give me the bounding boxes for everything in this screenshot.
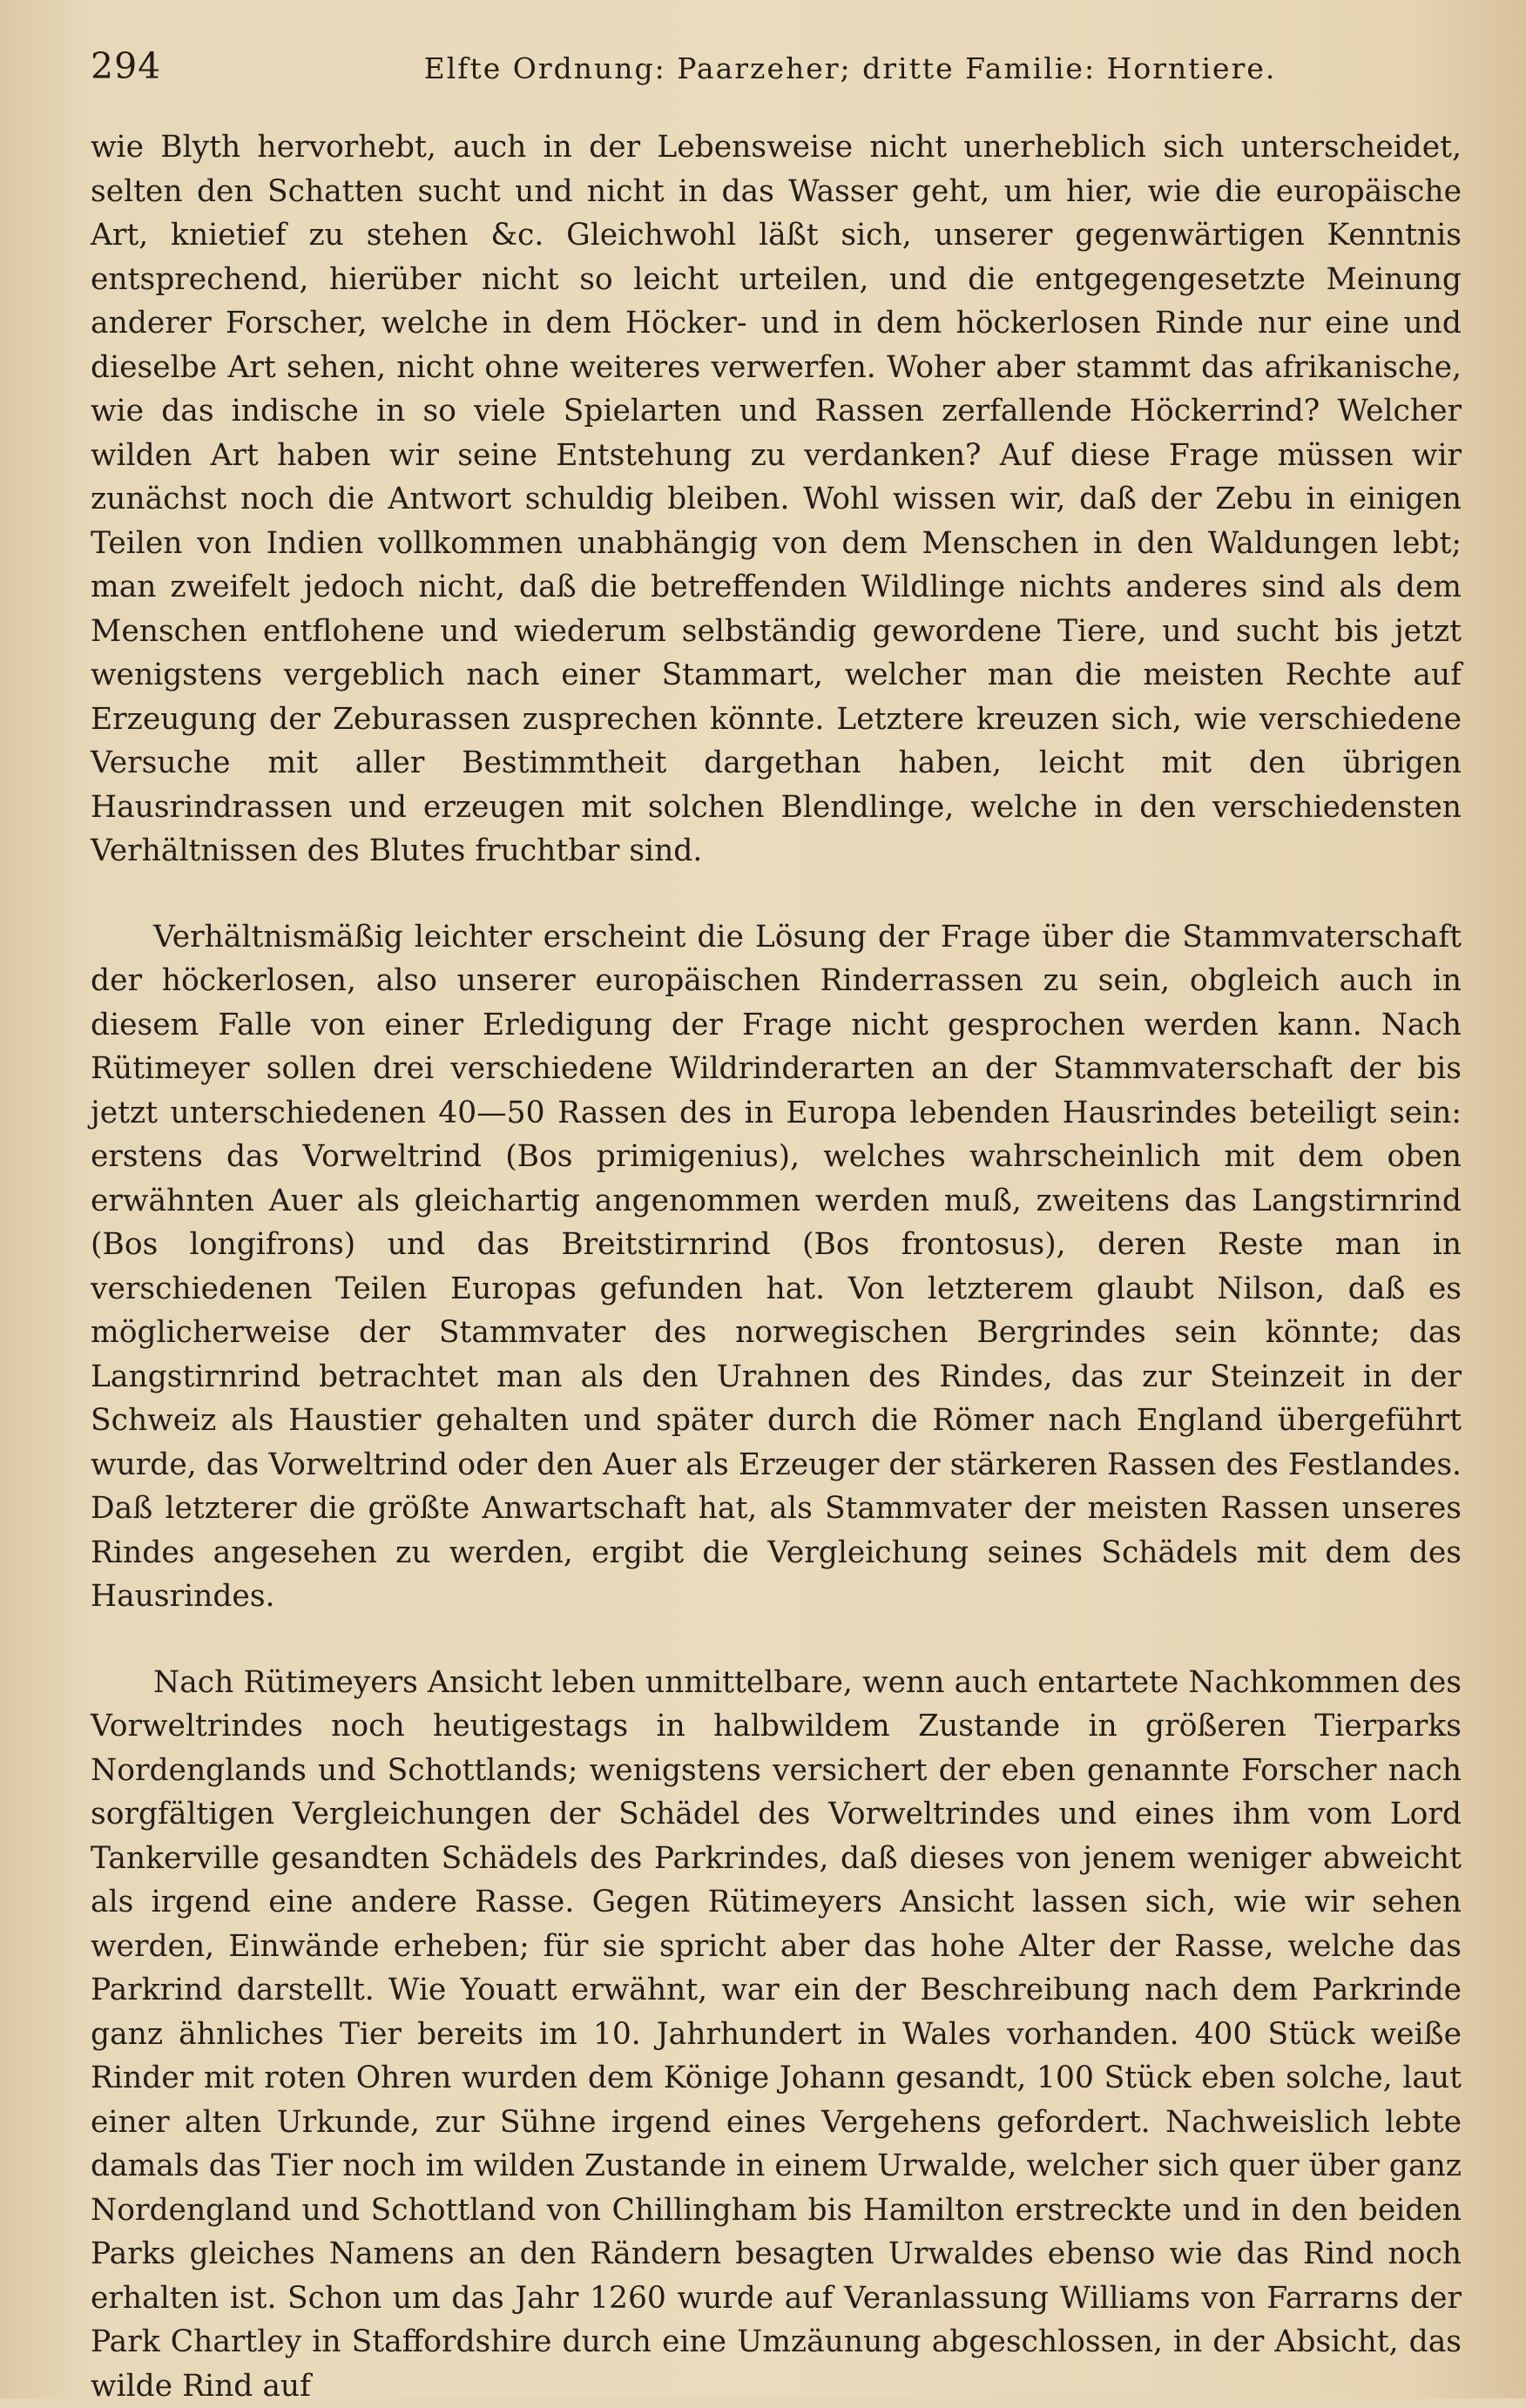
running-title: Elfte Ordnung: Paarzeher; dritte Familie: Horntiere.: [308, 51, 1462, 85]
paragraph-continued: wie Blyth hervorhebt, auch in der Lebensweise nicht unerheblich sich unterscheidet, selten den Schatten sucht und nicht in das Wasser geht, um hier, wie die europäische Art, knietief zu stehen &c. Gleichwohl läßt sich, unserer gegenwärtigen Kenntnis entsprechend, hierüber nicht so leicht urteilen, und die entgegengesetzte Meinung anderer Forscher, welche in dem Höcker- und in dem höckerlosen Rinde nur eine und dieselbe Art sehen, nicht ohne weiteres verwerfen. Woher aber stammt das afrikanische, wie das indische in so viele Spielarten und Rassen zerfallende Höckerrind? Welcher wilden Art haben wir seine Entstehung zu verdanken? Auf diese Frage müssen wir zunächst noch die Antwort schuldig bleiben. Wohl wissen wir, daß der Zebu in einigen Teilen von Indien vollkommen unabhängig von dem Menschen in den Waldungen lebt; man zweifelt jedoch nicht, daß die betreffenden Wildlinge nichts anderes sind als dem Menschen entflohene und wiederum selbständig gewordene Tiere, und sucht bis jetzt wenigstens vergeblich nach einer Stammart, welcher man die meisten Rechte auf Erzeugung der Zeburassen zusprechen könnte. Letztere kreuzen sich, wie verschiedene Versuche mit aller Bestimmtheit dargethan haben, leicht mit den übrigen Hausrindrassen und erzeugen mit solchen Blendlinge, welche in den verschiedensten Verhältnissen des Blutes fruchtbar sind.: [91, 125, 1462, 873]
page-number: 294: [91, 45, 308, 87]
paragraph-rutimeyer-park-cattle: Nach Rütimeyers Ansicht leben unmittelbare, wenn auch entartete Nachkommen des Vorweltrindes noch heutigestags in halbwildem Zustande in größeren Tierparks Nordenglands und Schottlands; wenigstens versichert der eben genannte Forscher nach sorgfältigen Vergleichungen der Schädel des Vorweltrindes und eines ihm vom Lord Tankerville gesandten Schädels des Parkrindes, daß dieses von jenem weniger abweicht als irgend eine andere Rasse. Gegen Rütimeyers Ansicht lassen sich, wie wir sehen werden, Einwände erheben; für sie spricht aber das hohe Alter der Rasse, welche das Parkrind darstellt. Wie Youatt erwähnt, war ein der Beschreibung nach dem Parkrinde ganz ähnliches Tier bereits im 10. Jahrhundert in Wales vorhanden. 400 Stück weiße Rinder mit roten Ohren wurden dem Könige Johann gesandt, 100 Stück eben solche, laut einer alten Urkunde, zur Sühne irgend eines Vergehens gefordert. Nachweislich lebte damals das Tier noch im wilden Zustande in einem Urwalde, welcher sich quer über ganz Nordengland und Schottland von Chillingham bis Hamilton erstreckte und in den beiden Parks gleiches Namens an den Rändern besagten Urwaldes ebenso wie das Rind noch erhalten ist. Schon um das Jahr 1260 wurde auf Veranlassung Williams von Farrarns der Park Chartley in Staffordshire durch eine Umzäunung abgeschlossen, in der Absicht, das wilde Rind auf: [91, 1661, 1462, 2408]
running-head: [91, 45, 1462, 111]
paragraph-european-cattle-origin: Verhältnismäßig leichter erscheint die Lösung der Frage über die Stammvaterschaft der höckerlosen, also unserer europäischen Rinderrassen zu sein, obgleich auch in diesem Falle von einer Erledigung der Frage nicht gesprochen werden kann. Nach Rütimeyer sollen drei verschiedene Wildrinderarten an der Stammvaterschaft der bis jetzt unterschiedenen 40—50 Rassen des in Europa lebenden Hausrindes beteiligt sein: erstens das Vorweltrind (Bos primigenius), welches wahrscheinlich mit dem oben erwähnten Auer als gleichartig angenommen werden muß, zweitens das Langstirnrind (Bos longifrons) und das Breitstirnrind (Bos frontosus), deren Reste man in verschiedenen Teilen Europas gefunden hat. Von letzterem glaubt Nilson, daß es möglicherweise der Stammvater des norwegischen Bergrindes sein könnte; das Langstirnrind betrachtet man als den Urahnen des Rindes, das zur Steinzeit in der Schweiz als Haustier gehalten und später durch die Römer nach England übergeführt wurde, das Vorweltrind oder den Auer als Erzeuger der stärkeren Rassen des Festlandes. Daß letzterer die größte Anwartschaft hat, als Stammvater der meisten Rassen unseres Rindes angesehen zu werden, ergibt die Vergleichung seines Schädels mit dem des Hausrindes.: [91, 915, 1462, 1619]
body-text: [91, 125, 1462, 2408]
